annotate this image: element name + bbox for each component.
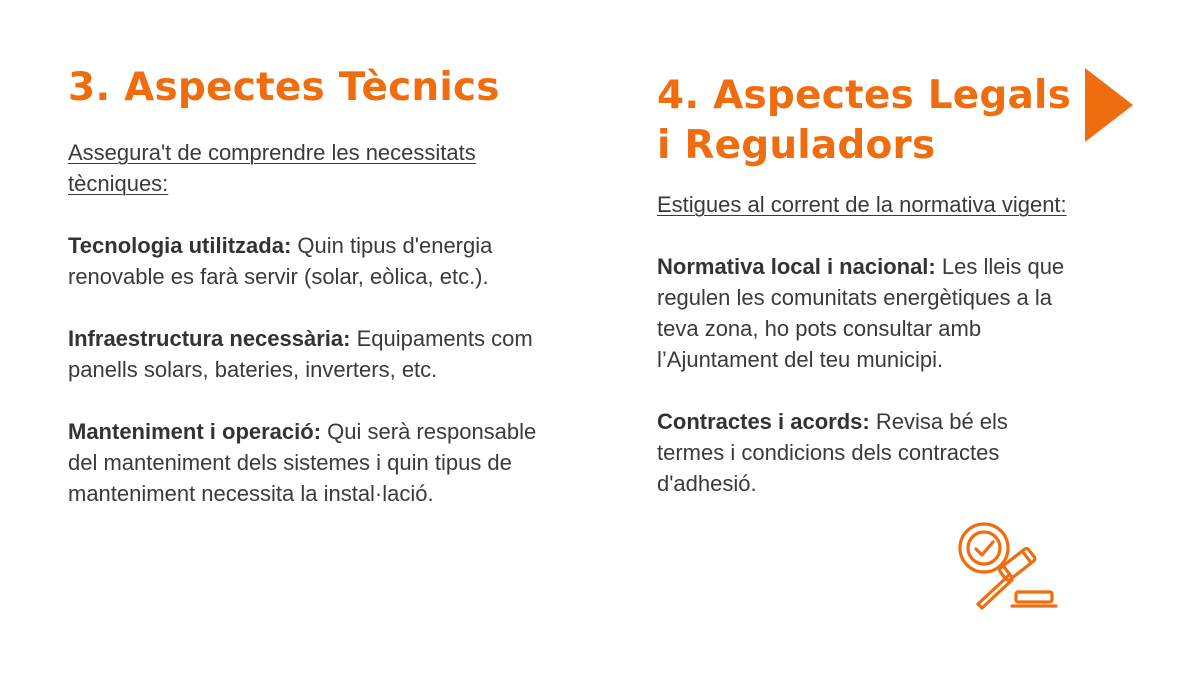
item-title: Tecnologia utilitzada: — [68, 233, 292, 258]
item-title: Contractes i acords: — [657, 409, 870, 434]
list-item-contracts — [657, 406, 1077, 499]
list-item-regulation — [657, 251, 1077, 375]
item-text: Equipaments com panells solars, bateries, inverters, etc. — [68, 326, 533, 382]
item-title: Manteniment i operació: — [68, 419, 322, 444]
section-intro-legal: Estigues al corrent de la normativa vigent: — [657, 192, 1067, 217]
list-item-maintenance — [68, 416, 558, 509]
item-title: Normativa local i nacional: — [657, 254, 936, 279]
item-text: Qui serà responsable del manteniment dels sistemes i quin tipus de manteniment necessita la instal·lació. — [68, 419, 537, 506]
item-text: Les lleis que regulen les comunitats energètiques a la teva zona, ho pots consultar amb l’Ajuntament del teu municipi. — [657, 254, 1065, 372]
list-item-technology — [68, 230, 558, 292]
section-title-technical: 3. Aspectes Tècnics — [68, 65, 500, 110]
item-text: Revisa bé els termes i condicions dels contractes d'adhesió. — [657, 409, 1008, 496]
section-intro-technical: Assegura't de comprendre les necessitats tècniques: — [68, 140, 476, 196]
item-title: Infraestructura necessària: — [68, 326, 351, 351]
list-item-infrastructure — [68, 323, 558, 385]
item-text: Quin tipus d'energia renovable es farà servir (solar, eòlica, etc.). — [68, 233, 493, 289]
arrow-right-icon[interactable] — [1085, 68, 1133, 142]
section-technical — [68, 0, 558, 509]
section-legal — [657, 0, 1077, 499]
gavel-check-icon — [950, 518, 1060, 610]
section-title-legal: 4. Aspectes Legals i Reguladors — [657, 73, 1072, 168]
